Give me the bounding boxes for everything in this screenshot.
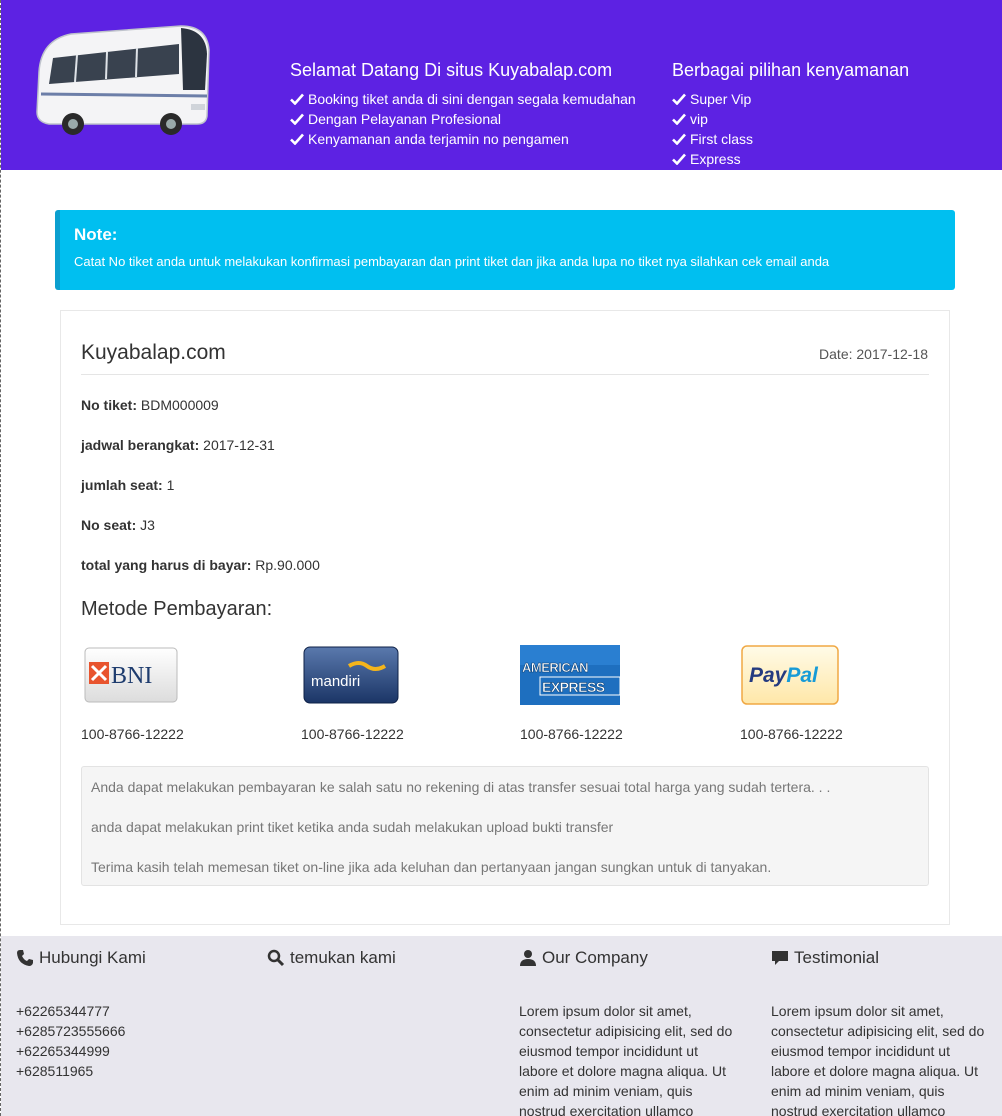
field-seat-count: jumlah seat: 1 (81, 477, 175, 493)
phone-number: +62265344999 (16, 1043, 110, 1059)
find-title: temukan kami (290, 948, 396, 967)
bank-amex (520, 644, 623, 742)
site-name: Kuyabalap.com (81, 341, 226, 364)
payment-method-title: Metode Pembayaran: (81, 598, 273, 620)
bank-account: 100-8766-12222 (520, 726, 623, 742)
paypal-logo (740, 644, 840, 706)
comfort-section (672, 60, 909, 169)
field-total: total yang harus di bayar: Rp.90.000 (81, 557, 320, 573)
check-icon (672, 93, 686, 105)
comfort-item: Super Vip (672, 89, 909, 109)
user-icon (519, 949, 537, 967)
note-text: Catat No tiket anda untuk melakukan konfirmasi pembayaran dan print tiket dan jika anda lupa no tiket nya silahkan cek email anda (74, 254, 830, 269)
welcome-section (290, 60, 636, 149)
amex-logo (520, 644, 620, 706)
bank-account: 100-8766-12222 (740, 726, 843, 742)
field-departure: jadwal berangkat: 2017-12-31 (81, 437, 275, 453)
payment-info-box (81, 766, 929, 886)
phone-number: +62265344777 (16, 1003, 110, 1019)
check-icon (672, 133, 686, 145)
footer-company: Our Company Lorem ipsum dolor sit amet, consectetur adipisicing elit, sed do eiusmod tempor incididunt ut labore et dolore magna aliqua. Ut enim ad minim veniam, quis nostrud exercitation ullamco (519, 948, 733, 1116)
bank-bni (81, 644, 184, 742)
comfort-item: Express (672, 149, 909, 169)
phone-icon (16, 949, 34, 967)
footer-testimonial: Testimonial Lorem ipsum dolor sit amet, consectetur adipisicing elit, sed do eiusmod tempor incididunt ut labore et dolore magna aliqua. Ut enim ad minim veniam, quis nostrud exercitation ullamco (771, 948, 985, 1116)
ticket-panel (60, 310, 950, 925)
check-icon (290, 133, 304, 145)
mandiri-logo (301, 644, 401, 706)
phone-number: +628511965 (16, 1063, 94, 1079)
welcome-item: Kenyamanan anda terjamin no pengamen (290, 129, 636, 149)
check-icon (290, 93, 304, 105)
header-banner (1, 0, 1002, 170)
welcome-item: Booking tiket anda di sini dengan segala kemudahan (290, 89, 636, 109)
note-title: Note: (74, 225, 118, 244)
bank-paypal (740, 644, 843, 742)
comfort-title: Berbagai pilihan kenyamanan (672, 60, 910, 80)
bank-mandiri (301, 644, 404, 742)
info-line: Anda dapat melakukan pembayaran ke salah satu no rekening di atas transfer sesuai total harga yang sudah tertera. . . (91, 779, 831, 795)
check-icon (672, 153, 686, 165)
testimonial-title: Testimonial (794, 948, 880, 967)
footer (1, 936, 1002, 1116)
info-line: Terima kasih telah memesan tiket on-line jika ada keluhan dan pertanyaan jangan sungkan untuk di tanyakan. (91, 859, 772, 875)
comment-icon (771, 949, 789, 967)
check-icon (290, 113, 304, 125)
welcome-item: Dengan Pelayanan Profesional (290, 109, 636, 129)
bank-account: 100-8766-12222 (81, 726, 184, 742)
footer-contact (16, 948, 146, 1081)
company-title: Our Company (542, 948, 648, 967)
bank-account: 100-8766-12222 (301, 726, 404, 742)
search-icon (267, 949, 285, 967)
bus-image (31, 20, 211, 138)
svg-text:EXPRESS: EXPRESS (542, 679, 605, 695)
welcome-title: Selamat Datang Di situs Kuyabalap.com (290, 60, 613, 80)
info-line: anda dapat melakukan print tiket ketika anda sudah melakukan upload bukti transfer (91, 819, 614, 835)
footer-find-us (267, 948, 396, 968)
bni-logo (81, 644, 181, 706)
ticket-date: Date: 2017-12-18 (819, 346, 928, 362)
field-ticket-no: No tiket: BDM000009 (81, 397, 219, 413)
phone-number: +6285723555666 (16, 1023, 126, 1039)
field-seat-no: No seat: J3 (81, 517, 155, 533)
contact-title: Hubungi Kami (39, 948, 146, 967)
svg-text:BNI: BNI (111, 663, 153, 689)
svg-text:AMERICAN: AMERICAN (522, 660, 589, 675)
check-icon (672, 113, 686, 125)
comfort-item: First class (672, 129, 909, 149)
note-alert (55, 210, 955, 290)
divider (81, 374, 929, 375)
svg-text:PayPal: PayPal (749, 664, 818, 687)
comfort-item: vip (672, 109, 909, 129)
svg-text:mandiri: mandiri (311, 673, 361, 690)
